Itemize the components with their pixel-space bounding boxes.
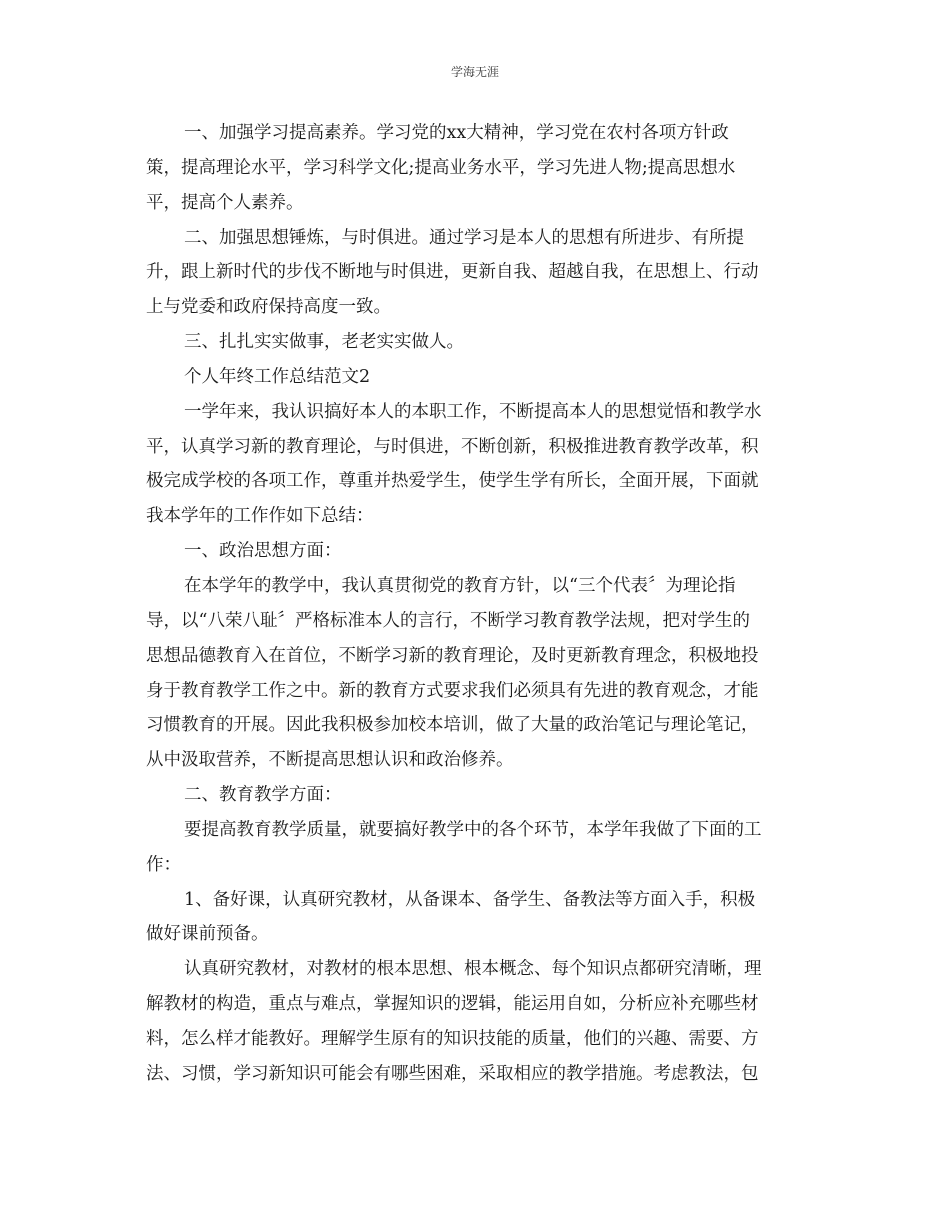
paragraph-line: 从中汲取营养，不断提高思想认识和政治修养。 — [146, 750, 514, 771]
section-heading: 二、教育教学方面： — [184, 785, 342, 806]
paragraph-line: 导，以“八荣八耻〞严格标准本人的言行，不断学习教育教学法规，把对学生的 — [146, 610, 750, 631]
page-header: 学海无涯 — [450, 65, 499, 79]
paragraph-line: 极完成学校的各项工作，尊重并热爱学生，使学生学有所长，全面开展，下面就 — [146, 471, 759, 492]
paragraph-line: 一、加强学习提高素养。学习党的xx大精神，学习党在农村各项方针政 — [184, 123, 729, 143]
paragraph-line: 1、备好课，认真研究教材，从备课本、备学生、备教法等方面入手，积极 — [184, 889, 756, 910]
paragraph-line: 料，怎么样才能教好。理解学生原有的知识技能的质量，他们的兴趣、需要、方 — [146, 1028, 759, 1049]
paragraph-line: 要提高教育教学质量，就要搞好教学中的各个环节，本学年我做了下面的工 — [184, 819, 762, 840]
paragraph-line: 法、习惯，学习新知识可能会有哪些困难，采取相应的教学措施。考虑教法，包 — [146, 1063, 759, 1084]
paragraph-line: 上与党委和政府保持高度一致。 — [146, 297, 391, 318]
paragraph-line: 解教材的构造，重点与难点，掌握知识的逻辑，能运用自如，分析应补充哪些材 — [146, 994, 759, 1015]
paragraph-line: 身于教育教学工作之中。新的教育方式要求我们必须具有先进的教育观念，才能 — [146, 680, 759, 701]
section-title: 个人年终工作总结范文2 — [184, 366, 371, 387]
paragraph-line: 在本学年的教学中，我认真贯彻党的教育方针，以“三个代表〞为理论指 — [184, 575, 736, 596]
paragraph-line: 做好课前预备。 — [146, 924, 269, 945]
paragraph-line: 升，跟上新时代的步伐不断地与时俱进，更新自我、超越自我，在思想上、行动 — [146, 262, 759, 283]
paragraph-line: 我本学年的工作作如下总结： — [146, 506, 374, 527]
paragraph-line: 作： — [146, 854, 181, 875]
paragraph-line: 习惯教育的开展。因此我积极参加校本培训，做了大量的政治笔记与理论笔记， — [146, 715, 759, 736]
document-body — [146, 116, 806, 1092]
paragraph-line: 平，认真学习新的教育理论，与时俱进，不断创新，积极推进教育教学改革，积 — [146, 436, 759, 457]
paragraph-line: 二、加强思想锤炼，与时俱进。通过学习是本人的思想有所进步、有所提 — [184, 227, 744, 248]
paragraph-line: 三、扎扎实实做事，老老实实做人。 — [184, 332, 464, 353]
paragraph-line: 一学年来，我认识搞好本人的本职工作，不断提高本人的思想觉悟和教学水 — [184, 401, 762, 422]
paragraph-line: 平，提高个人素养。 — [146, 192, 304, 213]
paragraph-line: 认真研究教材，对教材的根本思想、根本概念、每个知识点都研究清晰，理 — [184, 959, 762, 980]
paragraph-line: 思想品德教育入在首位，不断学习新的教育理论，及时更新教育理念，积极地投 — [146, 645, 759, 666]
section-heading: 一、政治思想方面： — [184, 541, 342, 562]
paragraph-line: 策，提高理论水平，学习科学文化;提高业务水平，学习先进人物;提高思想水 — [146, 157, 736, 178]
